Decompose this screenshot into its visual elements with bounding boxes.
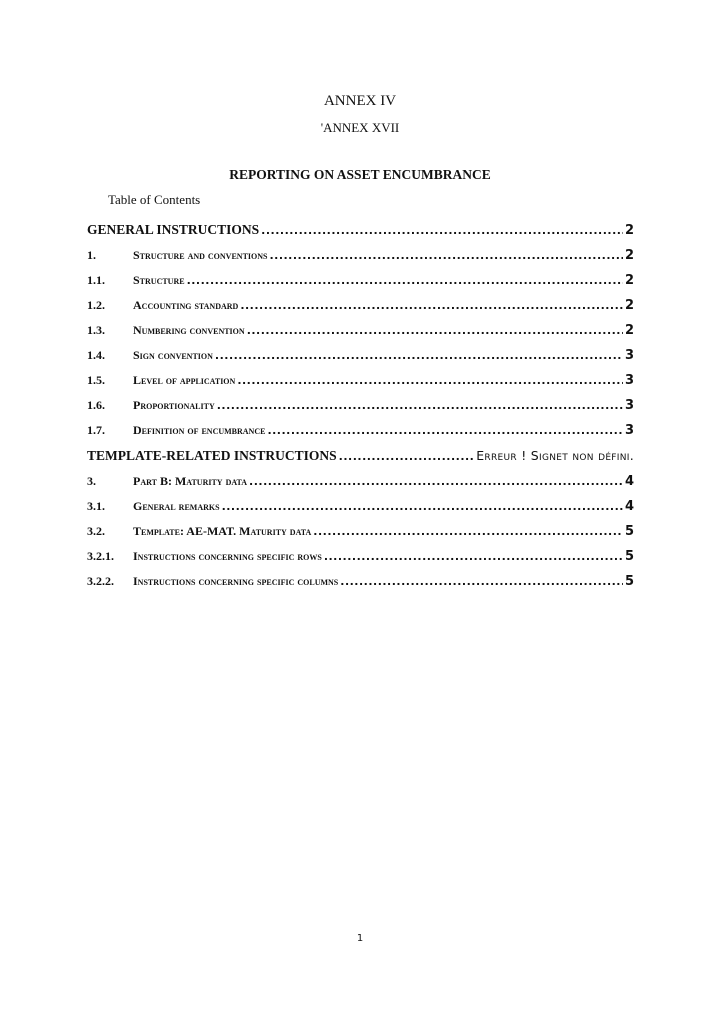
toc-entry-text: Part B: Maturity data (133, 474, 248, 488)
toc-leader-dots (247, 324, 623, 337)
toc-entry-page: 4 (624, 499, 634, 514)
toc-entry[interactable] (87, 448, 634, 468)
toc-entry-text: Structure (133, 273, 185, 287)
toc-entry[interactable] (87, 524, 634, 544)
toc-leader-dots (269, 249, 622, 262)
toc-leader-dots (217, 399, 623, 412)
toc-entry-number: 1.7. (87, 423, 105, 437)
toc-entry[interactable] (87, 499, 634, 519)
toc-entry-text: TEMPLATE-RELATED INSTRUCTIONS (87, 448, 337, 463)
toc-entry-text: GENERAL INSTRUCTIONS (87, 222, 260, 237)
toc-entry-text: Structure and conventions (133, 248, 268, 262)
toc-entry-text: Level of application (133, 373, 236, 387)
toc-entry-text: Template: AE-MAT. Maturity data (133, 524, 312, 538)
toc-leader-dots (249, 475, 623, 488)
toc-entry-page: 2 (624, 273, 634, 288)
toc-entry-page: 2 (624, 323, 634, 338)
toc-entry-number: 1.2. (87, 298, 105, 312)
toc-leader-dots (222, 500, 623, 513)
toc-entry-number: 3.2.2. (87, 574, 114, 588)
toc-entry-text: Numbering convention (133, 323, 245, 337)
toc-entry-text: Proportionality (133, 398, 215, 412)
document-title: REPORTING ON ASSET ENCUMBRANCE (229, 167, 491, 182)
toc-entry-number: 1.5. (87, 373, 105, 387)
page-number: 1 (356, 933, 364, 944)
toc-entry[interactable] (87, 549, 634, 569)
toc-leader-dots (261, 224, 623, 237)
toc-leader-dots (324, 550, 623, 563)
toc-entry-number: 1.4. (87, 348, 105, 362)
annex-heading: ANNEX IV (323, 93, 397, 109)
toc-leader-dots (187, 274, 623, 287)
annex-subheading: 'ANNEX XVII (320, 120, 400, 135)
toc-entry-text: Instructions concerning specific columns (133, 574, 339, 588)
toc-entry[interactable] (87, 423, 634, 443)
toc-entry[interactable] (87, 273, 634, 293)
toc-entry-number: 1.3. (87, 323, 105, 337)
toc-label: Table of Contents (108, 192, 201, 207)
toc-entry[interactable] (87, 323, 634, 343)
toc-entry-number: 1.1. (87, 273, 105, 287)
toc-entry-page: 3 (624, 423, 634, 438)
toc-entry-number: 3.1. (87, 499, 105, 513)
toc-entry-number: 1.6. (87, 398, 105, 412)
toc-entry-number: 1. (87, 248, 96, 262)
toc-entry-number: 3.2. (87, 524, 105, 538)
toc-entry-text: General remarks (133, 499, 220, 513)
toc-entry-text: Accounting standard (133, 298, 239, 312)
toc-entry-page-error: Erreur ! Signet non défini. (476, 448, 634, 463)
toc-entry-page: 5 (624, 574, 634, 589)
toc-entry[interactable] (87, 373, 634, 393)
toc-entry-number: 3.2.1. (87, 549, 114, 563)
toc-entry[interactable] (87, 574, 634, 594)
toc-leader-dots (313, 525, 623, 538)
toc-entry[interactable] (87, 248, 634, 268)
toc-entry[interactable] (87, 474, 634, 494)
toc-leader-dots (237, 374, 623, 387)
toc-entry-text: Definition of encumbrance (133, 423, 266, 437)
toc-leader-dots (267, 424, 623, 437)
toc-entry-text: Instructions concerning specific rows (133, 549, 322, 563)
toc-entry-page: 4 (624, 474, 634, 489)
toc-entry-page: 3 (624, 348, 634, 363)
toc-entry-page: 2 (624, 298, 634, 313)
toc-entry[interactable] (87, 398, 634, 418)
toc-entry[interactable] (87, 348, 634, 368)
toc-entry-page: 2 (624, 248, 634, 263)
toc-entry-page: 5 (624, 549, 634, 564)
toc-entry-page: 3 (624, 398, 634, 413)
toc-entry[interactable] (87, 298, 634, 318)
toc-leader-dots (339, 450, 475, 463)
toc-leader-dots (240, 299, 623, 312)
toc-leader-dots (215, 349, 623, 362)
toc-entry-text: Sign convention (133, 348, 213, 362)
toc-entry-page: 2 (624, 223, 634, 238)
toc-leader-dots (340, 575, 623, 588)
toc-entry-page: 5 (624, 524, 634, 539)
toc-entry[interactable] (87, 222, 634, 242)
toc-entry-page: 3 (624, 373, 634, 388)
toc-entry-number: 3. (87, 474, 96, 488)
